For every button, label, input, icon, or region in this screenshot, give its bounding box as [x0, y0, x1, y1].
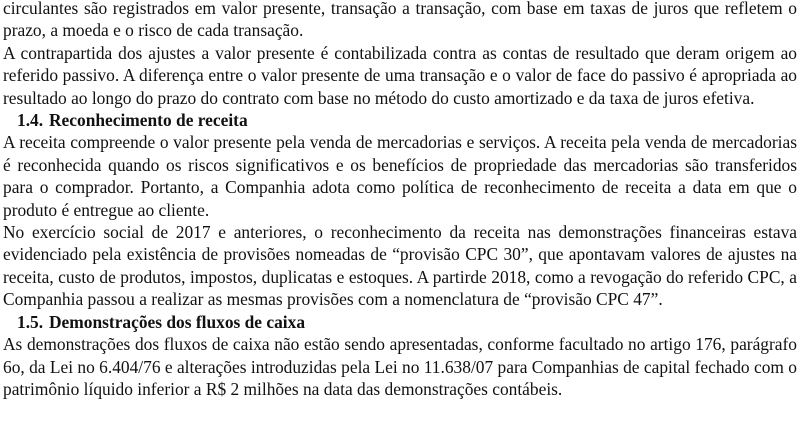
paragraph-present-value-continuation: circulantes são registrados em valor presente, transação a transação, com base em taxas de juros que refletem o prazo, a moeda e o risco de cada transação. [3, 0, 797, 41]
section-title: Reconhecimento de receita [49, 110, 248, 131]
section-title: Demonstrações dos fluxos de caixa [49, 311, 306, 332]
section-heading-cash-flow-statements [3, 311, 797, 333]
paragraph-revenue-definition: A receita compreende o valor presente pela venda de mercadorias e serviços. A receita pela venda de mercadorias é reconhecida quando os riscos significativos e os benefícios de propriedade das mercadorias são transferidos para o comprador. Portanto, a Companhia adota como política de reconhecimento de receita a data em que o produto é entregue ao cliente. [3, 132, 797, 220]
paragraph-revenue-cpc-provisions: No exercício social de 2017 e anteriores, o reconhecimento da receita nas demonstrações financeiras estava evidenciado pela existência de provisões nomeadas de “provisão CPC 30”, que apontavam valores de ajustes na receita, custo de produtos, impostos, duplicatas e estoques. A partirde 2018, como a revogação do referido CPC, a Companhia passou a realizar as mesmas provisões com a nomenclatura de “provisão CPC 47”. [3, 222, 797, 310]
paragraph-cash-flow-exemption: As demonstrações dos fluxos de caixa não estão sendo apresentadas, conforme facultado no artigo 176, parágrafo 6o, da Lei no 6.404/76 e alterações introduzidas pela Lei no 11.638/07 para Companhias de capital fechado com o patrimônio líquido inferior a R$ 2 milhões na data das demonstrações contábeis. [3, 334, 797, 399]
section-number: 1.5. [17, 311, 44, 332]
document-page [3, 0, 797, 400]
paragraph-present-value-adjustments: A contrapartida dos ajustes a valor presente é contabilizada contra as contas de resultado que deram origem ao referido passivo. A diferença entre o valor presente de uma transação e o valor de face do passivo é apropriada ao resultado ao longo do prazo do contrato com base no método do custo amortizado e da taxa de juros efetiva. [3, 42, 797, 108]
section-number: 1.4. [17, 110, 44, 131]
section-heading-revenue-recognition [3, 109, 797, 131]
